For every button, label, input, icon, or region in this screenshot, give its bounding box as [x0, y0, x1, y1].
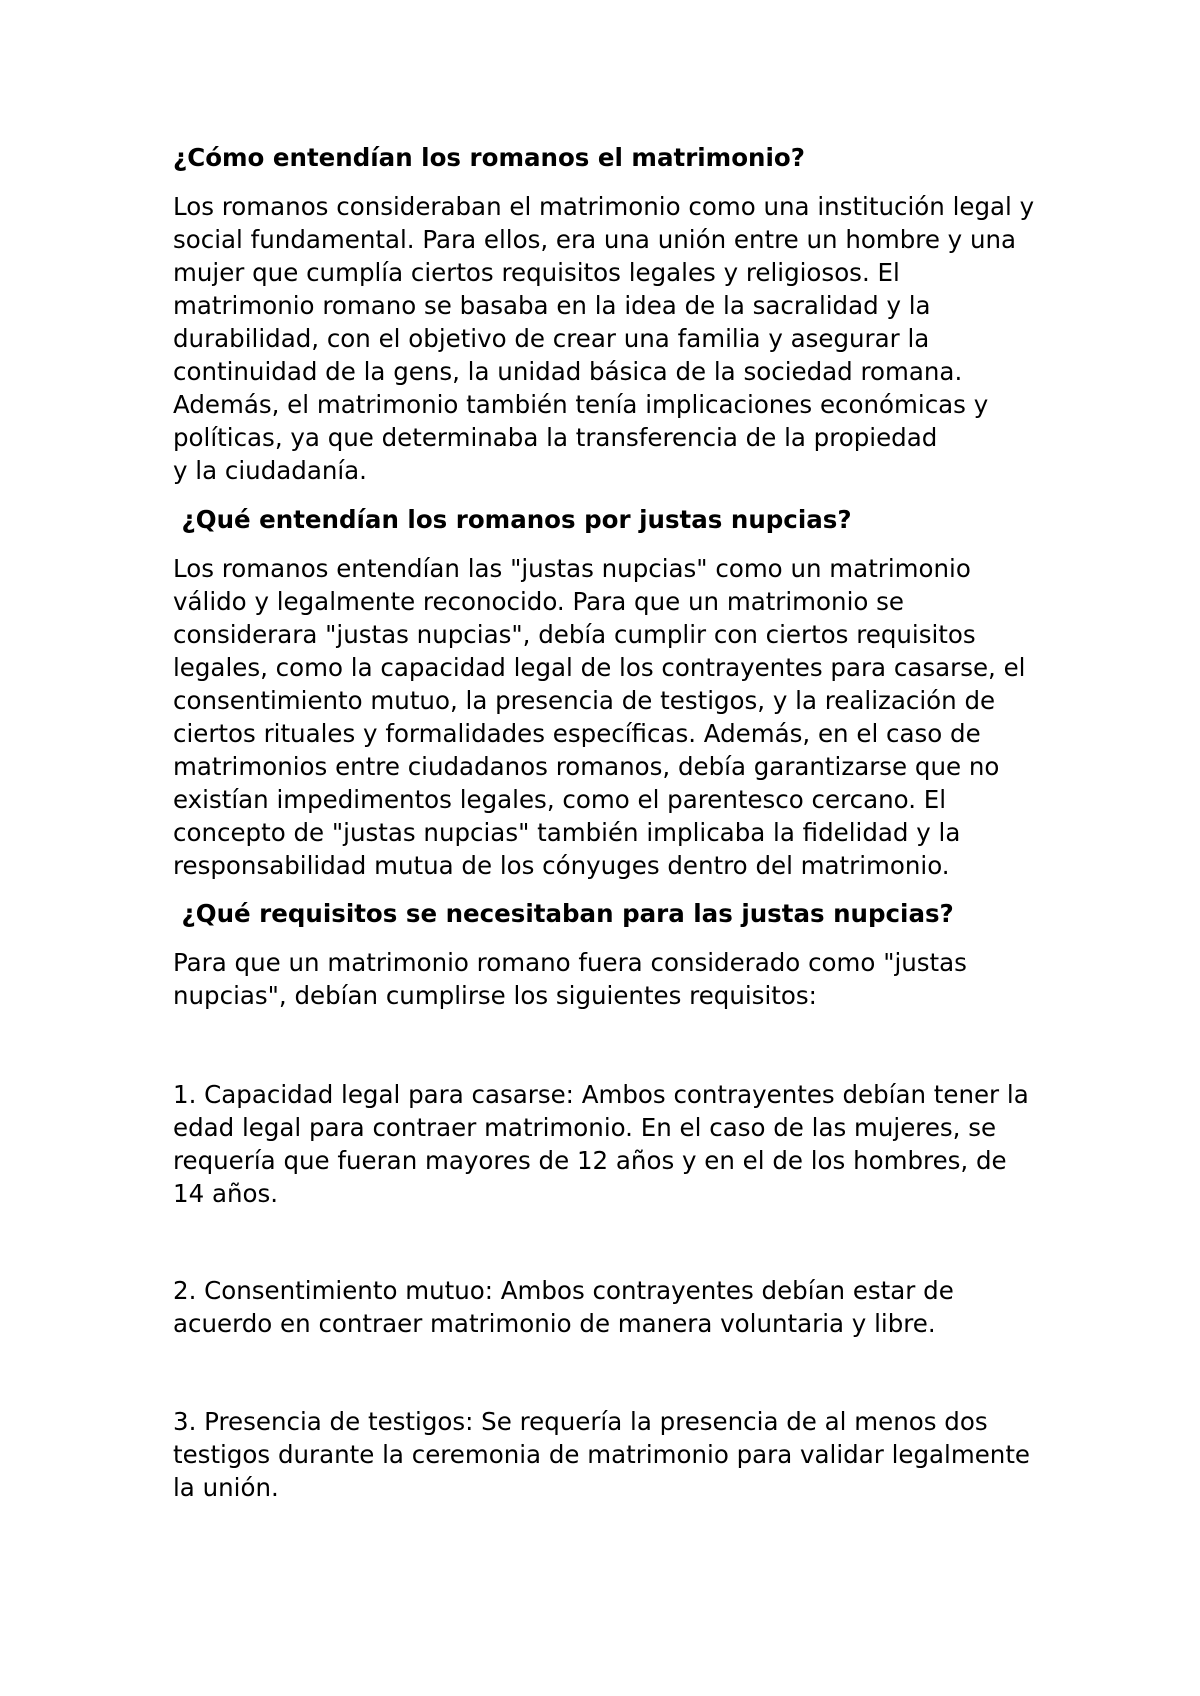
heading-requisitos: ¿Qué requisitos se necesitaban para las justas nupcias? — [173, 899, 954, 928]
paragraph1-line: social fundamental. Para ellos, era una unión entre un hombre y una — [173, 225, 1017, 254]
list-item-consentimiento: 2. Consentimiento mutuo: Ambos contrayentes debían estar de — [173, 1276, 954, 1305]
paragraph2-line: ciertos rituales y formalidades específicas. Además, en el caso de — [173, 719, 981, 748]
paragraph1-line: Además, el matrimonio también tenía implicaciones económicas y — [173, 390, 989, 419]
paragraph2-line: responsabilidad mutua de los cónyuges dentro del matrimonio. — [173, 851, 950, 880]
paragraph2-line: Los romanos entendían las "justas nupcias" como un matrimonio — [173, 554, 971, 583]
list-item-testigos: la unión. — [173, 1473, 279, 1502]
heading-matrimonio: ¿Cómo entendían los romanos el matrimonio? — [173, 143, 805, 172]
paragraph2-line: válido y legalmente reconocido. Para que un matrimonio se — [173, 587, 904, 616]
list-item-capacidad: 1. Capacidad legal para casarse: Ambos contrayentes debían tener la — [173, 1080, 1029, 1109]
list-item-testigos: 3. Presencia de testigos: Se requería la presencia de al menos dos — [173, 1407, 988, 1436]
paragraph2-line: consentimiento mutuo, la presencia de testigos, y la realización de — [173, 686, 996, 715]
list-item-capacidad: requería que fueran mayores de 12 años y en el de los hombres, de — [173, 1146, 1007, 1175]
list-item-consentimiento: acuerdo en contraer matrimonio de manera voluntaria y libre. — [173, 1309, 936, 1338]
paragraph1-line: y la ciudadanía. — [173, 456, 367, 485]
paragraph3-line: nupcias", debían cumplirse los siguientes requisitos: — [173, 981, 817, 1010]
heading-justas-nupcias: ¿Qué entendían los romanos por justas nupcias? — [173, 505, 852, 534]
paragraph2-line: existían impedimentos legales, como el parentesco cercano. El — [173, 785, 947, 814]
paragraph1-line: Los romanos consideraban el matrimonio como una institución legal y — [173, 192, 1035, 221]
list-item-capacidad: 14 años. — [173, 1179, 279, 1208]
paragraph2-line: legales, como la capacidad legal de los contrayentes para casarse, el — [173, 653, 1026, 682]
paragraph1-line: políticas, ya que determinaba la transferencia de la propiedad — [173, 423, 938, 452]
paragraph3-line: Para que un matrimonio romano fuera considerado como "justas — [173, 948, 967, 977]
paragraph1-line: mujer que cumplía ciertos requisitos legales y religiosos. El — [173, 258, 900, 287]
list-item-testigos: testigos durante la ceremonia de matrimonio para validar legalmente — [173, 1440, 1030, 1469]
paragraph2-line: considerara "justas nupcias", debía cumplir con ciertos requisitos — [173, 620, 976, 649]
paragraph2-line: concepto de "justas nupcias" también implicaba la fidelidad y la — [173, 818, 961, 847]
paragraph1-line: durabilidad, con el objetivo de crear una familia y asegurar la — [173, 324, 930, 353]
list-item-capacidad: edad legal para contraer matrimonio. En el caso de las mujeres, se — [173, 1113, 997, 1142]
paragraph1-line: continuidad de la gens, la unidad básica de la sociedad romana. — [173, 357, 963, 386]
paragraph2-line: matrimonios entre ciudadanos romanos, debía garantizarse que no — [173, 752, 1000, 781]
paragraph1-line: matrimonio romano se basaba en la idea de la sacralidad y la — [173, 291, 931, 320]
